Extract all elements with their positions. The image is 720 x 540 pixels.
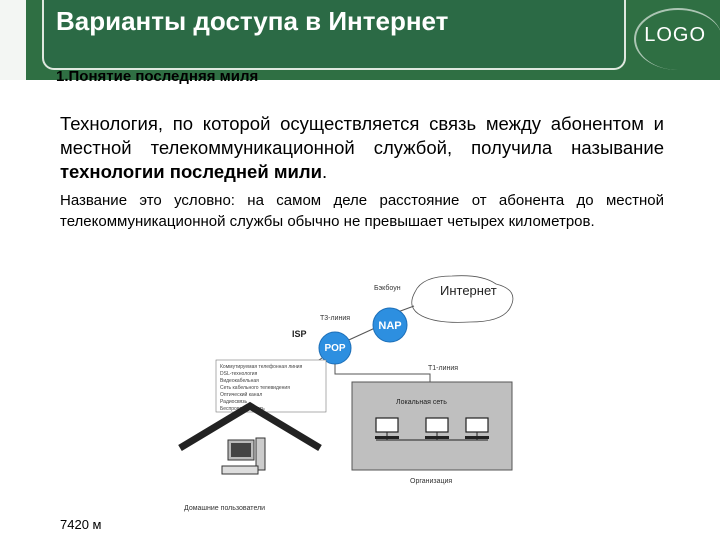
note-paragraph: Название это условно: на самом деле расстояние от абонента до местной телекоммуникационной службы обычно не превышает четырех километров. — [60, 192, 664, 230]
nap-label: NAP — [378, 320, 402, 332]
header-left-strip — [0, 0, 26, 80]
lan-computer-icon — [425, 418, 449, 440]
t1-line — [335, 364, 430, 382]
lan-computer-icon — [375, 418, 399, 440]
footer-text: 7420 м — [60, 517, 102, 532]
organization-label: Организация — [410, 478, 453, 485]
lan-computer-icon — [465, 418, 489, 440]
home-computer-icon — [222, 438, 265, 474]
t3-label: Т3-линия — [320, 315, 351, 322]
internet-label: Интернет — [440, 283, 497, 298]
access-option: Оптический канал — [220, 392, 263, 398]
isp-label: ISP — [292, 329, 307, 339]
access-option: Коммутируемая телефонная линия — [220, 364, 303, 370]
slide-title: Варианты доступа в Интернет — [56, 6, 449, 36]
home-users-label: Домашние пользователи — [184, 505, 266, 512]
definition-text: Технология, по которой осуществляется связь между абонентом и местной телекоммуникационной службой, получила называние — [60, 113, 664, 158]
definition-end: . — [322, 161, 328, 182]
lan-label: Локальная сеть — [396, 399, 447, 406]
backbone-label: Бэкбоун — [374, 285, 401, 292]
access-option: Видеокабельная — [220, 378, 259, 384]
t1-label: Т1-линия — [428, 365, 459, 372]
access-option: DSL-технология — [220, 371, 258, 377]
access-option: Сеть кабельного телевидения — [220, 385, 290, 391]
definition-term: технологии последней мили — [60, 161, 323, 182]
access-option: Беспроводная сеть — [220, 406, 265, 412]
logo: LOGO — [644, 24, 706, 46]
pop-label: POP — [324, 343, 346, 354]
definition-paragraph — [60, 112, 664, 184]
section-subheading: 1.Понятие последняя миля — [56, 68, 259, 85]
access-option: Радиосвязь — [220, 399, 248, 405]
last-mile-diagram — [170, 270, 530, 516]
